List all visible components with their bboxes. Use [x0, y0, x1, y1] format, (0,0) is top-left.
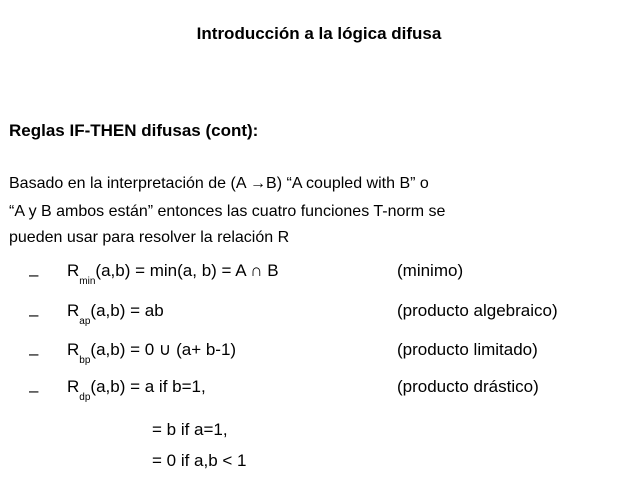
relation-subscript: dp: [79, 392, 91, 403]
rule-dp-continuation-1: = b if a=1,: [152, 420, 228, 439]
relation-symbol: R: [67, 377, 80, 396]
rule-min: [0, 261, 638, 291]
rule-description: (producto limitado): [397, 340, 538, 359]
bullet-dash: –: [29, 305, 39, 324]
relation-subscript: bp: [79, 355, 91, 366]
rule-formula: [67, 340, 236, 366]
intro-line-1: Basado en la interpretación de (A →B) “A coupled with B” o: [9, 175, 429, 192]
bullet-dash: –: [29, 381, 39, 400]
rule-formula: [67, 261, 279, 287]
rule-expression: (a,b) = 0 ∪ (a+ b-1): [90, 340, 237, 359]
intro-line-2: “A y B ambos están” entonces las cuatro funciones T-norm se: [9, 203, 446, 220]
rule-description: (producto algebraico): [397, 301, 558, 320]
rule-dp-continuation-2: = 0 if a,b < 1: [152, 451, 247, 470]
relation-symbol: R: [67, 340, 80, 359]
intro-line-3: pueden usar para resolver la relación R: [9, 229, 290, 246]
rule-formula: [67, 301, 164, 327]
rule-expression: (a,b) = min(a, b) = A ∩ B: [95, 261, 279, 280]
relation-subscript: min: [79, 276, 96, 287]
rule-ap: [0, 301, 638, 331]
rule-expression: (a,b) = ab: [90, 301, 164, 320]
rule-expression: (a,b) = a if b=1,: [90, 377, 206, 396]
section-heading: Reglas IF-THEN difusas (cont):: [9, 121, 259, 140]
slide-title: Introducción a la lógica difusa: [196, 24, 442, 43]
rule-dp: [0, 377, 638, 407]
relation-symbol: R: [67, 301, 80, 320]
rule-bp: [0, 340, 638, 370]
rule-description: (minimo): [397, 261, 464, 280]
relation-subscript: ap: [79, 316, 91, 327]
bullet-dash: –: [29, 344, 39, 363]
relation-symbol: R: [67, 261, 80, 280]
rule-formula: [67, 377, 206, 403]
bullet-dash: –: [29, 265, 39, 284]
rule-description: (producto drástico): [397, 377, 539, 396]
